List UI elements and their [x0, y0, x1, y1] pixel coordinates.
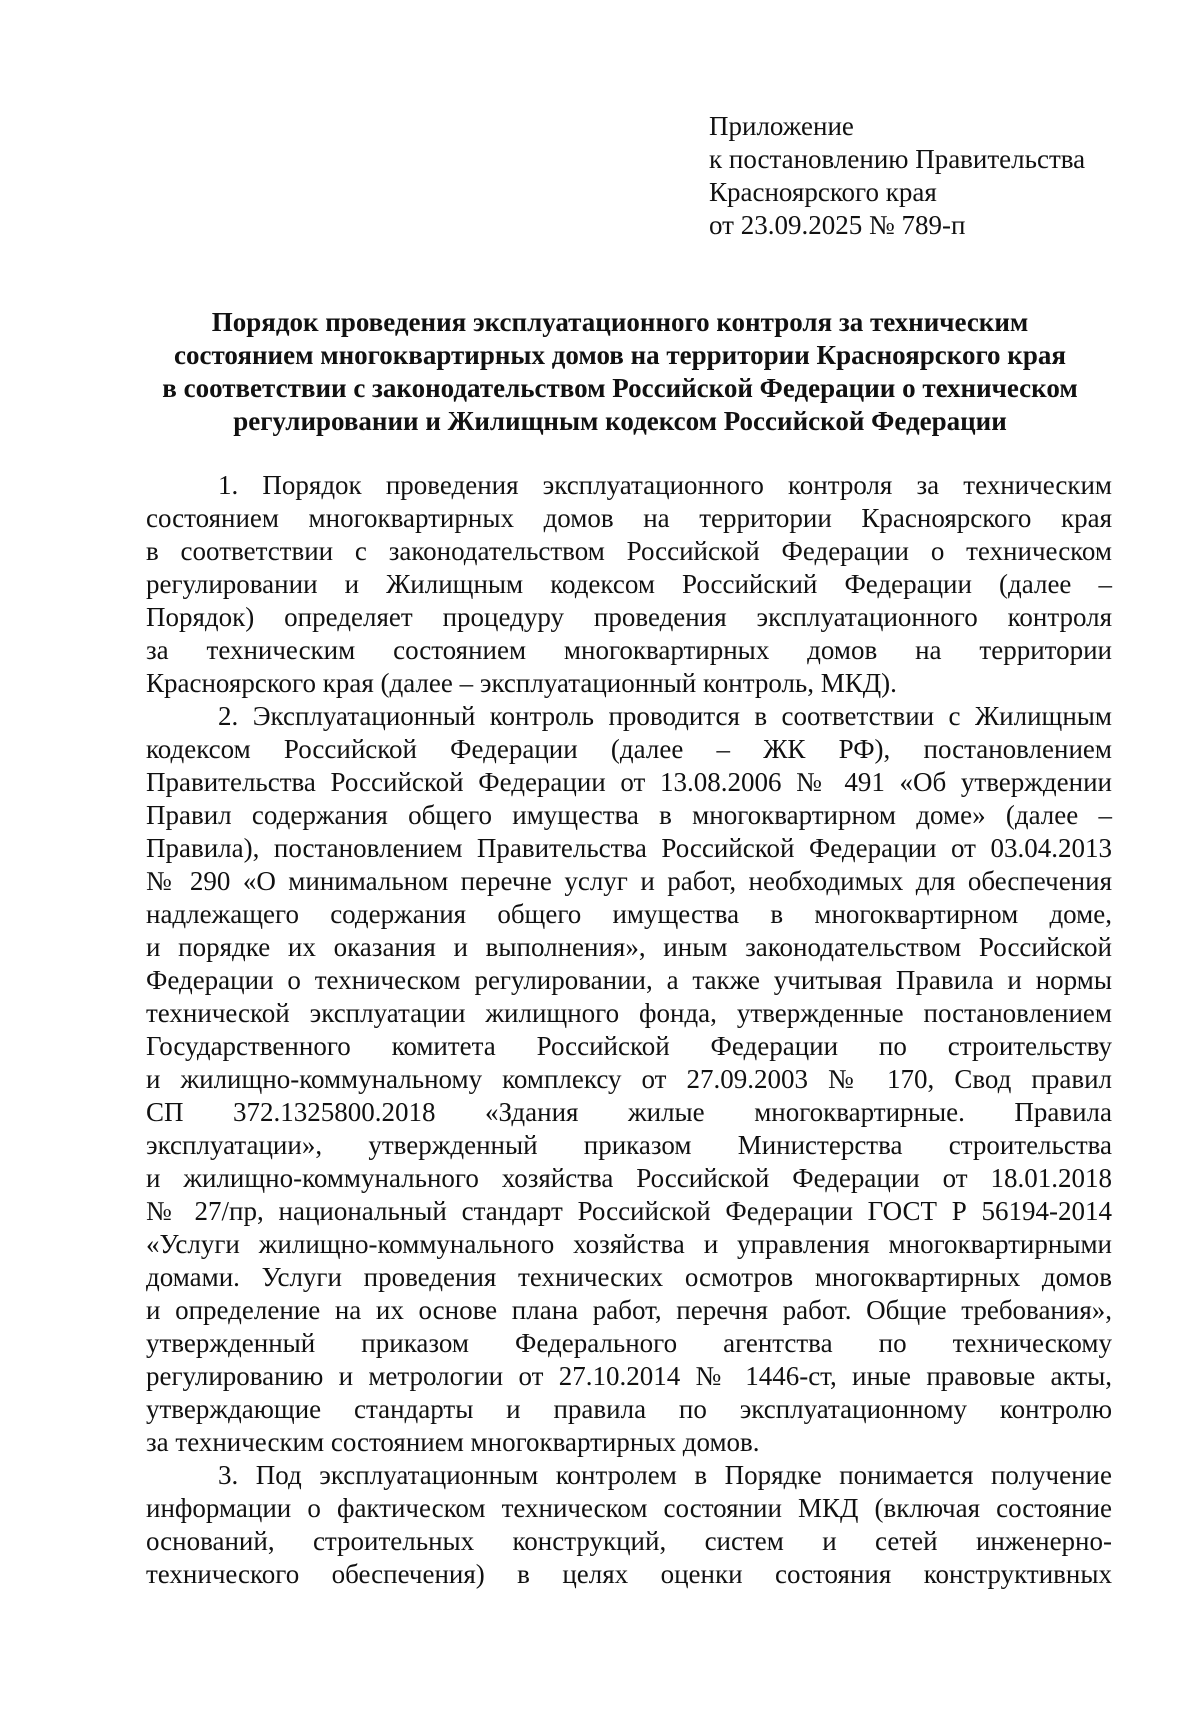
paragraph-1-line: регулировании и Жилищным кодексом Российский Федерации (далее –	[146, 569, 1112, 599]
paragraph-1-line: за техническим состоянием многоквартирных домов на территории	[146, 635, 1112, 665]
paragraph-2-line: и определение на их основе плана работ, перечня работ. Общие требования»,	[146, 1295, 1112, 1325]
paragraph-2-line: № 27/пр, национальный стандарт Российской Федерации ГОСТ Р 56194-2014	[146, 1196, 1112, 1226]
paragraph-2-line: 2. Эксплуатационный контроль проводится в соответствии с Жилищным	[218, 701, 1112, 731]
paragraph-1-line: 1. Порядок проведения эксплуатационного контроля за техническим	[218, 470, 1112, 500]
paragraph-1-line: состоянием многоквартирных домов на территории Красноярского края	[146, 503, 1112, 533]
paragraph-2-line: Правила), постановлением Правительства Российской Федерации от 03.04.2013	[146, 833, 1112, 863]
paragraph-2-line: Правительства Российской Федерации от 13.08.2006 № 491 «Об утверждении	[146, 767, 1112, 797]
paragraph-1-line: Красноярского края (далее – эксплуатационный контроль, МКД).	[146, 668, 897, 698]
paragraph-3-line: технического обеспечения) в целях оценки состояния конструктивных	[146, 1559, 1112, 1589]
paragraph-2-line: Федерации о техническом регулировании, а также учитывая Правила и нормы	[146, 965, 1112, 995]
paragraph-2-line: № 290 «О минимальном перечне услуг и работ, необходимых для обеспечения	[146, 866, 1112, 896]
paragraph-2-line: надлежащего содержания общего имущества в многоквартирном доме,	[146, 899, 1112, 929]
paragraph-2-line: регулированию и метрологии от 27.10.2014 № 1446-ст, иные правовые акты,	[146, 1361, 1112, 1391]
paragraph-2-line: и жилищно-коммунальному комплексу от 27.09.2003 № 170, Свод правил	[146, 1064, 1112, 1094]
paragraph-2-line: утвержденный приказом Федерального агентства по техническому	[146, 1328, 1112, 1358]
paragraph-2-line: Правил содержания общего имущества в многоквартирном доме» (далее –	[146, 800, 1112, 830]
title-line: Порядок проведения эксплуатационного контроля за техническим	[211, 307, 1029, 337]
paragraph-1-line: Порядок) определяет процедуру проведения эксплуатационного контроля	[146, 602, 1112, 632]
paragraph-2-line: за техническим состоянием многоквартирных домов.	[146, 1427, 760, 1457]
appendix-line: к постановлению Правительства	[709, 144, 1086, 174]
title-line: регулировании и Жилищным кодексом Российской Федерации	[233, 406, 1007, 436]
document-body	[146, 469, 1112, 1591]
paragraph-2-line: «Услуги жилищно-коммунального хозяйства и управления многоквартирными	[146, 1229, 1112, 1259]
paragraph-2-line: Государственного комитета Российской Федерации по строительству	[146, 1031, 1112, 1061]
appendix-line: от 23.09.2025 № 789-п	[709, 210, 966, 240]
paragraph-2-line: утверждающие стандарты и правила по эксплуатационному контролю	[146, 1394, 1112, 1424]
appendix-line: Красноярского края	[709, 177, 937, 207]
appendix-header	[709, 110, 1085, 242]
paragraph-2-line: домами. Услуги проведения технических осмотров многоквартирных домов	[146, 1262, 1112, 1292]
appendix-line: Приложение	[709, 111, 854, 141]
paragraph-2-line: СП 372.1325800.2018 «Здания жилые многоквартирные. Правила	[146, 1097, 1112, 1127]
paragraph-1-line: в соответствии с законодательством Российской Федерации о техническом	[146, 536, 1112, 566]
paragraph-3-line: информации о фактическом техническом состоянии МКД (включая состояние	[146, 1493, 1112, 1523]
title-line: в соответствии с законодательством Российской Федерации о техническом	[162, 373, 1078, 403]
paragraph-2-line: эксплуатации», утвержденный приказом Министерства строительства	[146, 1130, 1112, 1160]
paragraph-2-line: кодексом Российской Федерации (далее – ЖК РФ), постановлением	[146, 734, 1112, 764]
paragraph-2-line: технической эксплуатации жилищного фонда, утвержденные постановлением	[146, 998, 1112, 1028]
title-line: состоянием многоквартирных домов на территории Красноярского края	[174, 340, 1066, 370]
paragraph-2-line: и жилищно-коммунального хозяйства Российской Федерации от 18.01.2018	[146, 1163, 1112, 1193]
paragraph-3-line: 3. Под эксплуатационным контролем в Порядке понимается получение	[218, 1460, 1112, 1490]
document-title	[140, 306, 1100, 438]
paragraph-2-line: и порядке их оказания и выполнения», иным законодательством Российской	[146, 932, 1112, 962]
paragraph-3-line: оснований, строительных конструкций, систем и сетей инженерно-	[146, 1526, 1112, 1556]
